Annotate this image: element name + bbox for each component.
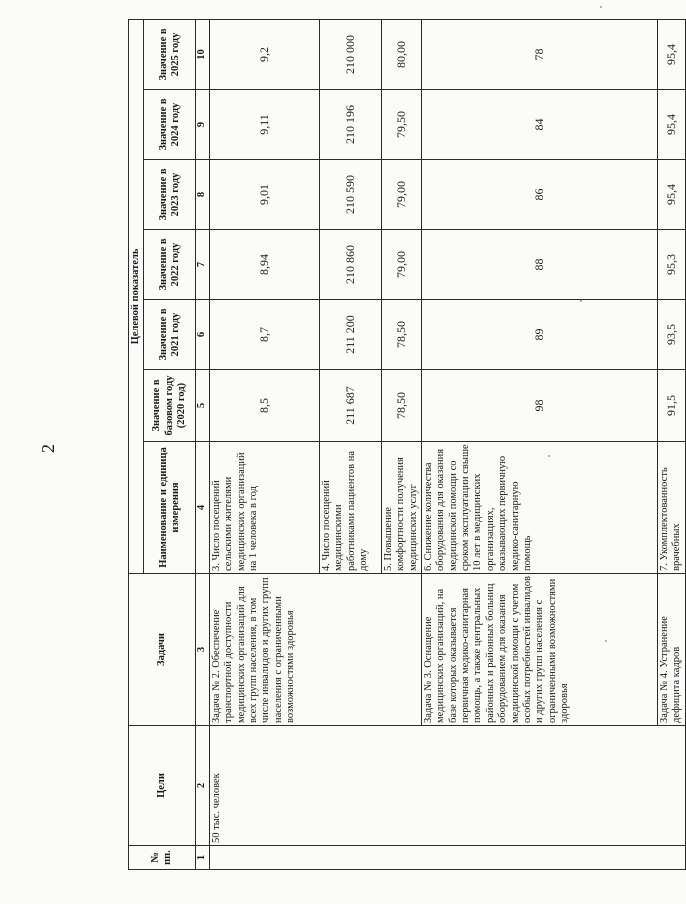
- row-number-cell: [209, 846, 685, 870]
- column-number: 8: [196, 160, 209, 230]
- indicator-value: 210 196: [319, 90, 381, 160]
- scan-speck: [605, 640, 607, 642]
- scan-speck: [580, 300, 582, 302]
- header-2023: Значение в 2023 году: [144, 160, 196, 230]
- indicator-value: 89: [421, 300, 657, 370]
- scan-speck: [548, 455, 550, 457]
- indicator-value: 8,7: [209, 300, 319, 370]
- column-number: 3: [196, 574, 209, 726]
- indicator-value: 78,50: [381, 370, 421, 442]
- header-num: № пп.: [129, 846, 196, 870]
- column-number: 10: [196, 19, 209, 89]
- task-3-cell: Задача № 3. Оснащение медицинских организаций, на базе которых оказывается первичная медико-санитарная помощь, а также центральных районных и районных больниц оборудованием для оказания медицинской помощи с учетом особых потребностей инвалидов и других групп населения с ограниченными возможностями здоровья: [421, 574, 657, 726]
- column-number: 9: [196, 90, 209, 160]
- column-number: 1: [196, 846, 209, 870]
- indicator-value: 95,3: [657, 230, 685, 300]
- goal-cell: 50 тыс. человек: [209, 726, 685, 846]
- column-number: 7: [196, 230, 209, 300]
- indicator-name: 5. Повышение комфортности получения медицинских услуг: [381, 442, 421, 574]
- header-2021: Значение в 2021 году: [144, 300, 196, 370]
- indicator-value: 95,4: [657, 160, 685, 230]
- indicator-value: 79,00: [381, 230, 421, 300]
- indicator-value: 210 000: [319, 19, 381, 89]
- indicator-value: 80,00: [381, 19, 421, 89]
- indicator-value: 93,5: [657, 300, 685, 370]
- rotated-table-wrapper: [128, 20, 683, 870]
- indicator-value: 86: [421, 160, 657, 230]
- indicator-value: 8,5: [209, 370, 319, 442]
- indicator-value: 79,00: [381, 160, 421, 230]
- header-target-group: Целевой показатель: [129, 19, 144, 573]
- header-goals: Цели: [129, 726, 196, 846]
- indicator-value: 84: [421, 90, 657, 160]
- indicator-value: 78: [421, 19, 657, 89]
- scan-speck: [600, 6, 602, 8]
- indicator-value: 8,94: [209, 230, 319, 300]
- task-4-cell: Задача № 4. Устранение дефицита кадров: [657, 574, 685, 726]
- indicator-value: 210 590: [319, 160, 381, 230]
- indicator-value: 211 687: [319, 370, 381, 442]
- indicator-name: 6. Снижение количества оборудования для оказания медицинской помощи со сроком эксплуатации свыше 10 лет в медицинских организациях, оказывающих первичную медико-санитарную помощь: [421, 442, 657, 574]
- header-tasks: Задачи: [129, 574, 196, 726]
- column-number: 6: [196, 300, 209, 370]
- indicator-value: 78,50: [381, 300, 421, 370]
- indicator-value: 211 200: [319, 300, 381, 370]
- indicator-value: 210 860: [319, 230, 381, 300]
- indicator-value: 79,50: [381, 90, 421, 160]
- indicator-value: 91,5: [657, 370, 685, 442]
- column-number: 5: [196, 370, 209, 442]
- indicator-value: 9,2: [209, 19, 319, 89]
- header-2024: Значение в 2024 году: [144, 90, 196, 160]
- task-2-cell: Задача № 2. Обеспечение транспортной доступности медицинских организаций для всех групп населения, в том числе инвалидов и других групп населения с ограниченными возможностями здоровья: [209, 574, 421, 726]
- column-number: 2: [196, 726, 209, 846]
- header-2025: Значение в 2025 году: [144, 19, 196, 89]
- indicator-value: 9,01: [209, 160, 319, 230]
- indicator-name: 4. Число посещений медицинскими работниками пациентов на дому: [319, 442, 381, 574]
- page-number: 2: [38, 444, 58, 453]
- indicator-value: 88: [421, 230, 657, 300]
- indicator-value: 95,4: [657, 90, 685, 160]
- indicator-name: 3. Число посещений сельскими жителями медицинских организаций на 1 человека в год: [209, 442, 319, 574]
- column-number-row: [196, 19, 209, 869]
- header-indicator-name: Наименование и единица измерения: [144, 442, 196, 574]
- indicator-name: 7. Укомплектованность врачебных: [657, 442, 685, 574]
- column-number: 4: [196, 442, 209, 574]
- header-base-year: Значение в базовом году (2020 год): [144, 370, 196, 442]
- table-row: [209, 19, 319, 869]
- header-2022: Значение в 2022 году: [144, 230, 196, 300]
- indicator-value: 9,11: [209, 90, 319, 160]
- indicator-value: 98: [421, 370, 657, 442]
- target-indicators-table: [128, 19, 686, 870]
- indicator-value: 95,4: [657, 19, 685, 89]
